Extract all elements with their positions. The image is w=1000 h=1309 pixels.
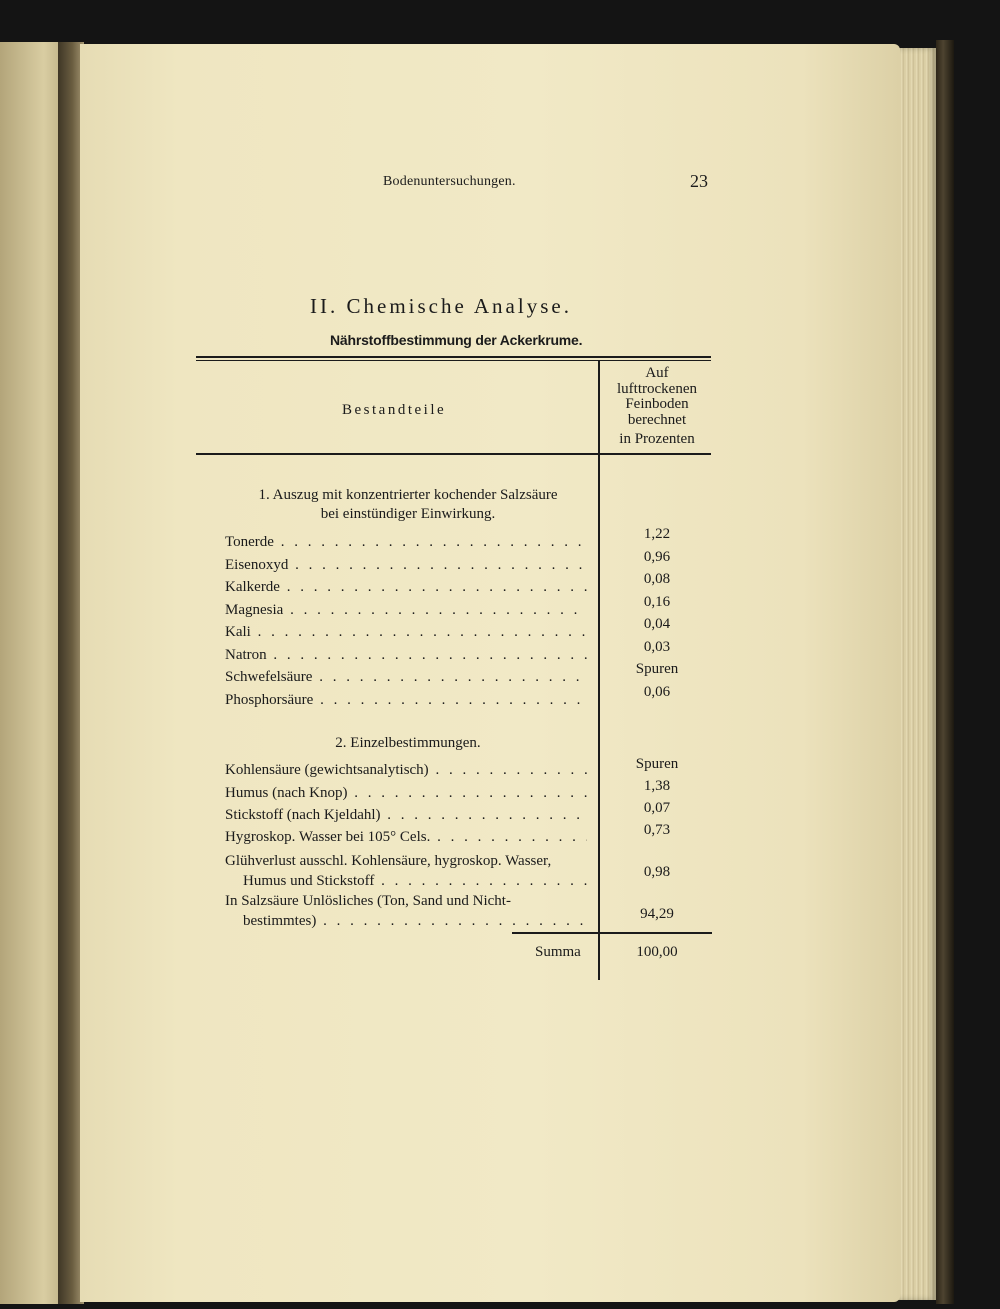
group1-heading-line2: bei einstündiger Einwirkung.: [320, 506, 496, 522]
value-kohlensaeure: Spuren: [635, 756, 679, 772]
unloesliches-line1: In Salzsäure Unlösliches (Ton, Sand und Nicht-: [225, 893, 511, 909]
row-label-gluehverlust: [225, 851, 587, 891]
column-divider: [598, 360, 600, 980]
table-subtitle: Nährstoffbestimmung der Ackerkrume.: [330, 332, 583, 348]
summa-value: 100,00: [636, 944, 678, 960]
section-title: II. Chemische Analyse.: [310, 294, 572, 318]
value-kalkerde: 0,08: [643, 571, 671, 587]
gluehverlust-line1: Glühverlust ausschl. Kohlensäure, hygroskop. Wasser,: [225, 853, 552, 869]
group2-heading: 2. Einzelbestimmungen.: [335, 735, 481, 751]
running-title: Bodenuntersuchungen.: [383, 174, 516, 189]
column-header-line: berechnet: [627, 411, 687, 428]
value-phosphorsaeure: 0,06: [643, 684, 671, 700]
column-header-line: lufttrockenen: [617, 380, 697, 397]
summa-label: Summa: [535, 944, 581, 960]
row-label-humus: Humus (nach Knop) . . .: [225, 784, 587, 802]
unloesliches-line2: bestimmtes) . . .: [225, 911, 587, 931]
row-label-magnesia: Magnesia . . .: [225, 601, 587, 619]
row-label-natron: Natron . . .: [225, 646, 587, 664]
row-label-schwefelsaeure: Schwefelsäure . . .: [225, 668, 587, 686]
sum-rule: [512, 932, 712, 934]
column-header-line: Auf: [645, 365, 669, 381]
value-hygroskop-wasser: 0,73: [643, 822, 671, 838]
group1-heading-line1: 1. Auszug mit konzentrierter kochender Salzsäure: [258, 487, 558, 503]
column-header-line: Feinboden: [625, 396, 689, 412]
page-number: 23: [690, 171, 708, 191]
table-top-rule: [196, 356, 711, 358]
value-tonerde: 1,22: [643, 526, 671, 542]
value-humus: 1,38: [643, 778, 671, 794]
value-schwefelsaeure: Spuren: [635, 661, 679, 677]
group1-heading: [228, 486, 588, 524]
value-natron: 0,03: [643, 639, 671, 655]
value-stickstoff: 0,07: [643, 800, 671, 816]
column-header-line: in Prozenten: [619, 431, 695, 447]
row-label-unloesliches: [225, 891, 587, 931]
row-label-stickstoff: Stickstoff (nach Kjeldahl) . . .: [225, 806, 587, 824]
gluehverlust-line2: Humus und Stickstoff . . .: [225, 871, 587, 891]
row-label-tonerde: Tonerde . . .: [225, 533, 587, 551]
header-bottom-rule: [196, 453, 711, 455]
value-gluehverlust: 0,98: [643, 864, 671, 880]
row-label-hygroskop-wasser: Hygroskop. Wasser bei 105° Cels. . . .: [225, 828, 587, 846]
table-top-rule-thin: [196, 360, 711, 361]
value-unloesliches: 94,29: [640, 906, 674, 922]
row-label-kali: Kali . . .: [225, 623, 587, 641]
row-label-kohlensaeure: Kohlensäure (gewichtsanalytisch) . . .: [225, 761, 587, 779]
row-label-kalkerde: Kalkerde . . .: [225, 578, 587, 596]
book-cover-edge: [936, 40, 954, 1304]
column-header-prozent: [603, 366, 711, 448]
value-eisenoxyd: 0,96: [643, 549, 671, 565]
column-header-bestandteile: Bestandteile: [342, 402, 447, 418]
value-magnesia: 0,16: [643, 594, 671, 610]
row-label-eisenoxyd: Eisenoxyd . . .: [225, 556, 587, 574]
value-kali: 0,04: [643, 616, 671, 632]
row-label-phosphorsaeure: Phosphorsäure . . .: [225, 691, 587, 709]
